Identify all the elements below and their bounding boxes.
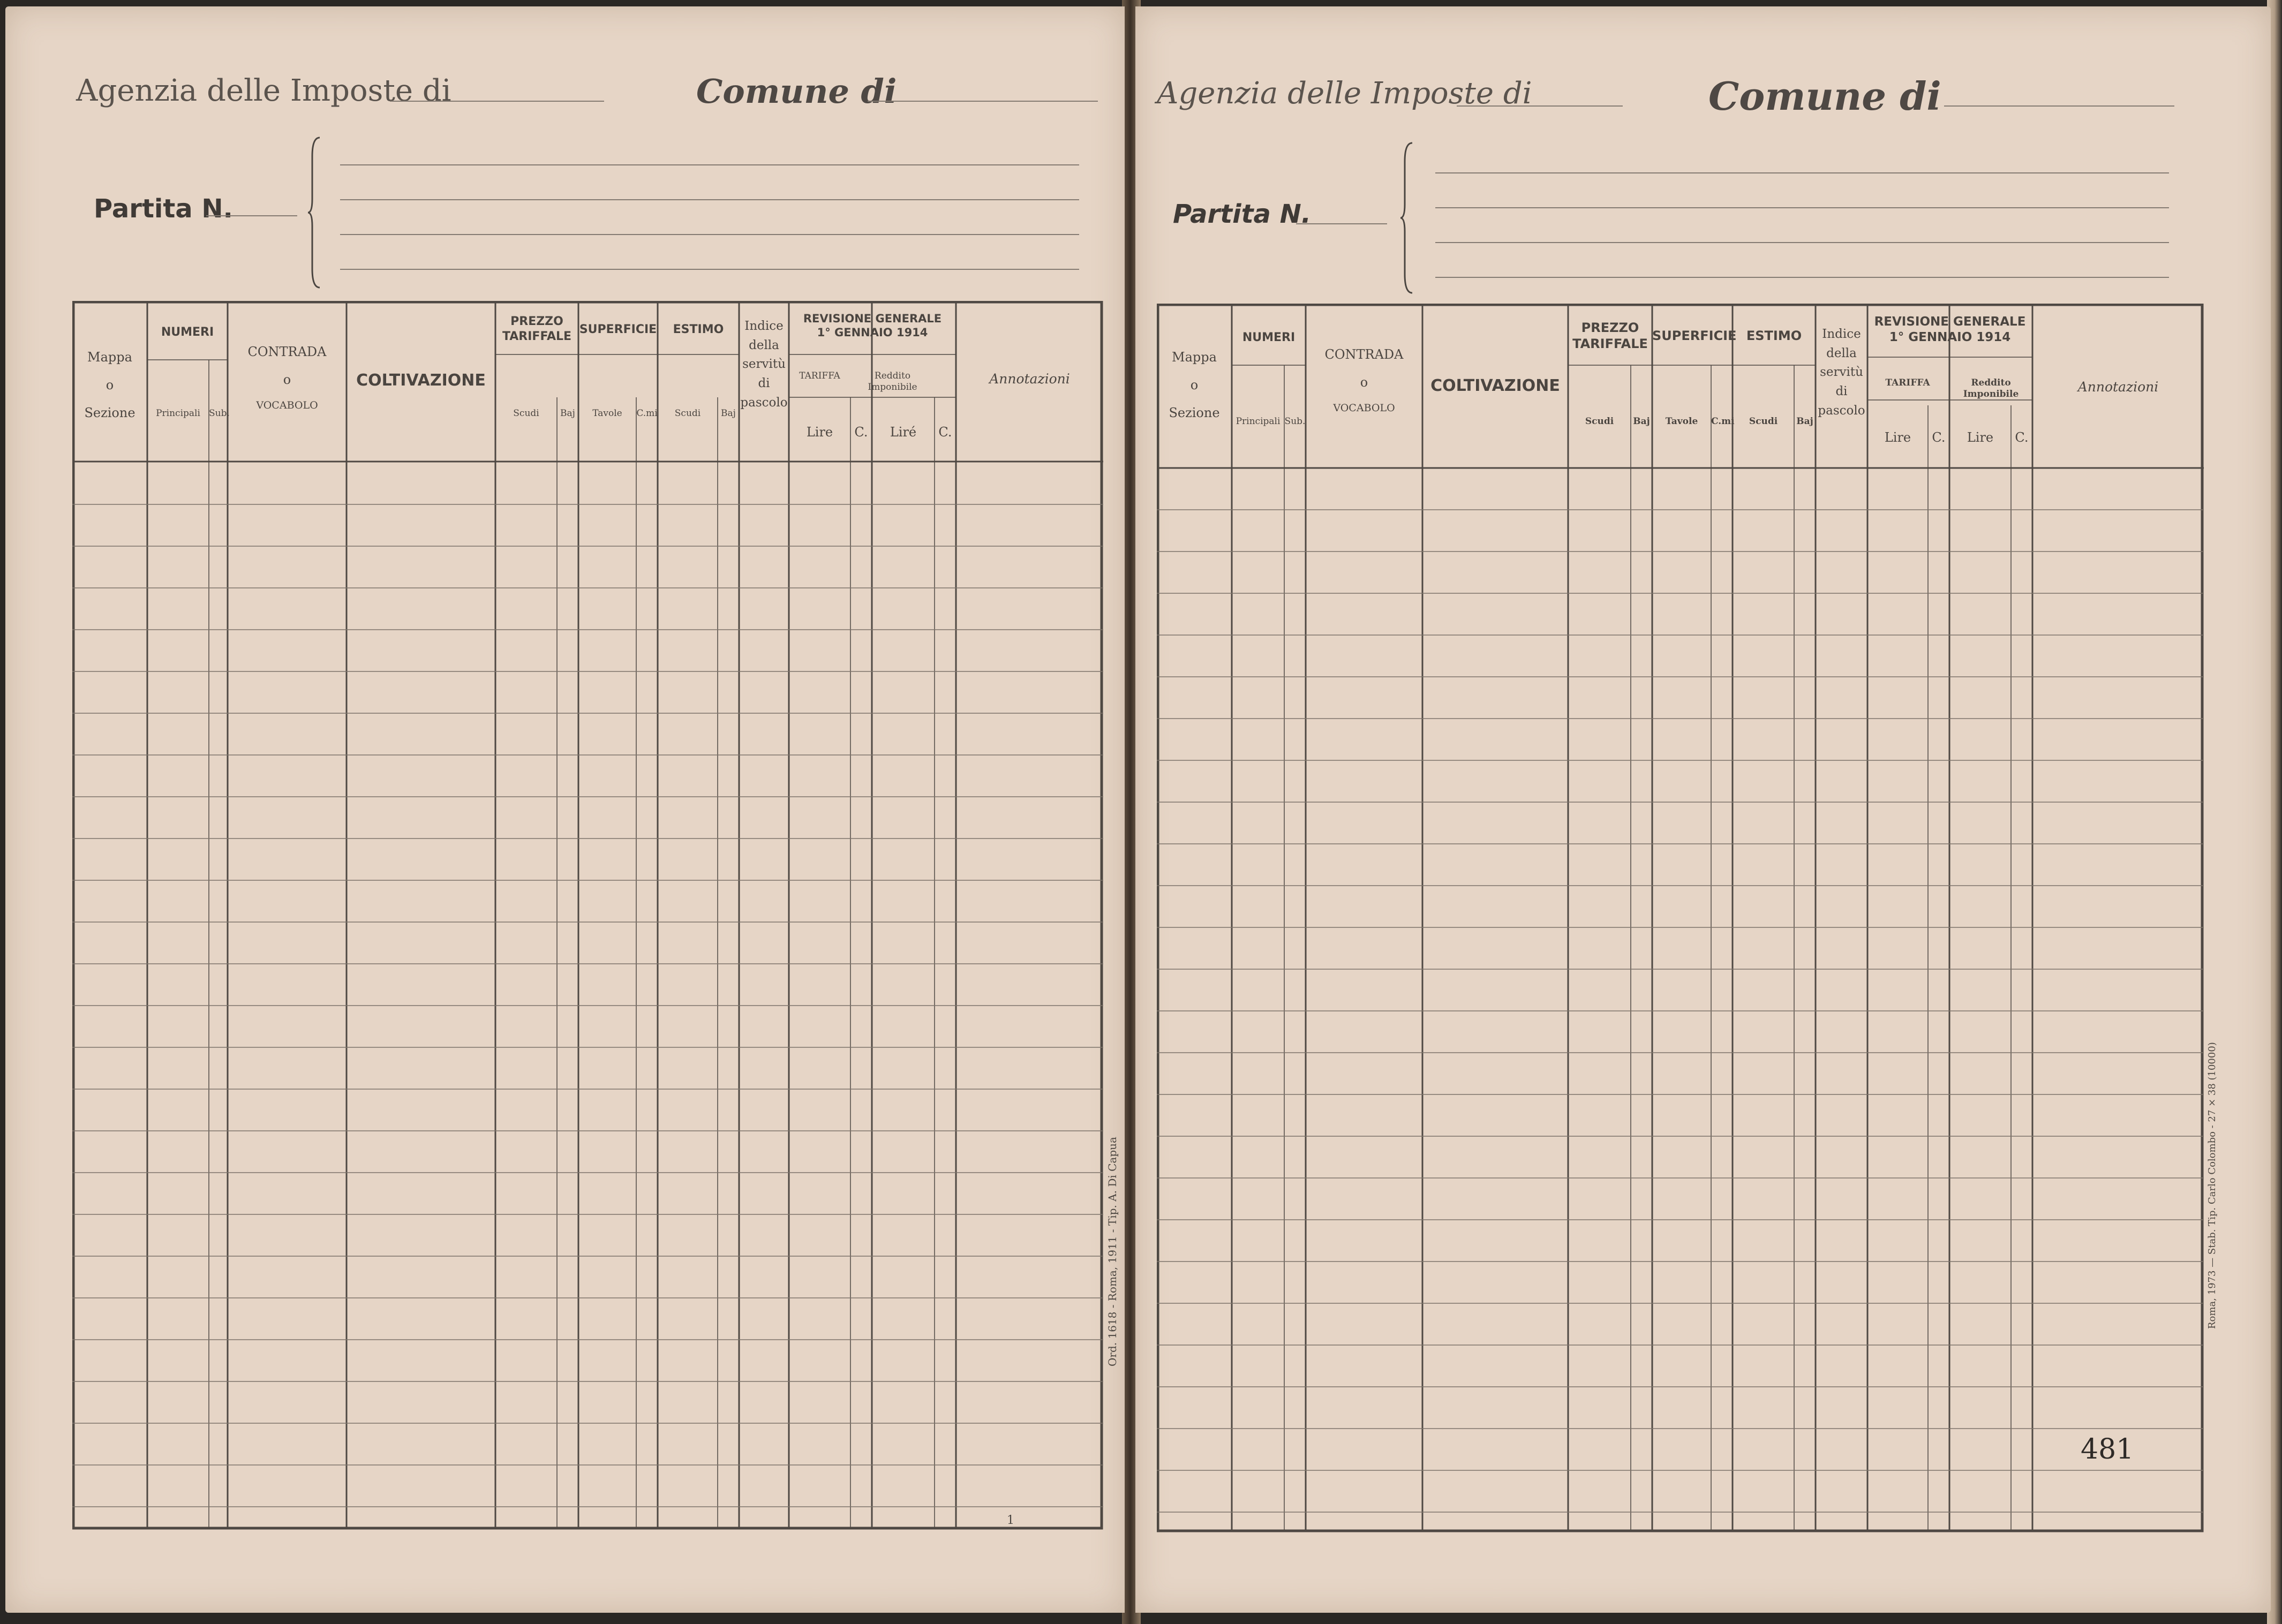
ledger-grid [1157, 304, 2204, 1540]
desc-line [340, 269, 1079, 270]
brace [1400, 140, 1417, 296]
sub-header: Sub. [209, 408, 230, 419]
mappa-header: Mappa o Sezione [1169, 350, 1220, 420]
prezzo-header: PREZZO TARIFFALE [502, 315, 572, 343]
c-header: C. [938, 425, 952, 440]
estimo-header: ESTIMO [1746, 328, 1802, 343]
lire-header: Lire [806, 425, 833, 440]
contrada-header: CONTRADA o VOCABOLO [1324, 347, 1404, 414]
ledger-grid [72, 301, 1103, 1538]
comune-fill-line [868, 101, 1098, 102]
reddito-header: Reddito Imponibile [1963, 377, 2019, 400]
desc-line [340, 199, 1079, 200]
c-header: C. [854, 425, 868, 440]
indice-header: Indice della servitù di pascolo [740, 319, 788, 410]
page-number: 481 [2081, 1433, 2134, 1466]
superficie-header: SUPERFICIE [1652, 328, 1737, 343]
mappa-header: Mappa o Sezione [84, 350, 135, 420]
revisione-header: REVISIONE GENERALE 1° GENNAIO 1914 [803, 312, 942, 339]
baj-header: Baj [1633, 416, 1650, 427]
partita-fill-line [206, 215, 297, 216]
annotazioni-header: Annotazioni [2077, 379, 2159, 395]
comune-label: Comune di [696, 72, 897, 111]
partita-label: Partita N. [1173, 199, 1312, 229]
coltivazione-header: COLTIVAZIONE [1430, 376, 1560, 395]
tavole-header: Tavole [1665, 416, 1698, 427]
printer-note: Roma, 1973 — Stab. Tip. Carlo Colombo - 27 × 38 (10000) [2206, 1042, 2218, 1329]
baj-header: Baj [1796, 416, 1813, 427]
desc-line [1435, 242, 2169, 243]
reddito-header: Reddito Imponibile [868, 371, 917, 393]
page-mark: 1 [1007, 1514, 1014, 1527]
comune-fill-line [1944, 105, 2174, 107]
comune-label: Comune di [1708, 73, 1941, 119]
right-page [1135, 6, 2271, 1613]
numeri-header: NUMERI [161, 326, 214, 339]
agency-fill-line [390, 101, 604, 102]
tariffa-header: TARIFFA [1885, 377, 1930, 388]
desc-line [340, 234, 1079, 235]
ledger-table [72, 301, 1103, 1538]
c-header: C. [2015, 430, 2029, 445]
cmi-header: C.mi [636, 408, 658, 419]
scudi-header: Scudi [513, 408, 539, 419]
principali-header: Principali [156, 408, 200, 419]
cmi-header: C.mi [1711, 416, 1735, 427]
tariffa-header: TARIFFA [799, 371, 840, 381]
desc-line [1435, 277, 2169, 278]
revisione-header: REVISIONE GENERALE 1° GENNAIO 1914 [1874, 315, 2026, 344]
principali-header: Principali [1236, 416, 1281, 427]
lire-header: Lire [1967, 430, 1994, 445]
coltivazione-header: COLTIVAZIONE [356, 371, 486, 390]
indice-header: Indice della servitù di pascolo [1818, 327, 1865, 418]
scudi-header: Scudi [674, 408, 701, 419]
printer-note: Ord. 1618 - Roma, 1911 - Tip. A. Di Capua [1106, 1137, 1119, 1366]
scudi-header: Scudi [1585, 416, 1614, 427]
partita-fill-line [1296, 223, 1387, 224]
contrada-header: CONTRADA o VOCABOLO [247, 344, 327, 411]
desc-line [1435, 172, 2169, 173]
numeri-header: NUMERI [1242, 331, 1296, 344]
agency-fill-line [1457, 105, 1623, 107]
ledger-table [1157, 304, 2204, 1540]
scudi-header: Scudi [1749, 416, 1778, 427]
c-header: C. [1932, 430, 1946, 445]
baj-header: Baj [560, 408, 575, 419]
superficie-header: SUPERFICIE [579, 323, 657, 336]
left-page [5, 6, 1125, 1613]
tavole-header: Tavole [592, 408, 622, 419]
prezzo-header: PREZZO TARIFFALE [1572, 320, 1648, 351]
agency-label: Agenzia delle Imposte di [1157, 76, 1532, 111]
lire-header: Lire [1884, 430, 1911, 445]
annotazioni-header: Annotazioni [989, 371, 1070, 387]
estimo-header: ESTIMO [673, 323, 724, 336]
desc-line [1435, 207, 2169, 208]
desc-line [340, 164, 1079, 165]
sub-header: Sub. [1284, 416, 1306, 427]
baj-header: Baj [721, 408, 736, 419]
brace [308, 135, 324, 290]
agency-label: Agenzia delle Imposte di [76, 73, 451, 108]
lire-header: Liré [890, 425, 917, 440]
partita-label: Partita N. [94, 194, 233, 224]
